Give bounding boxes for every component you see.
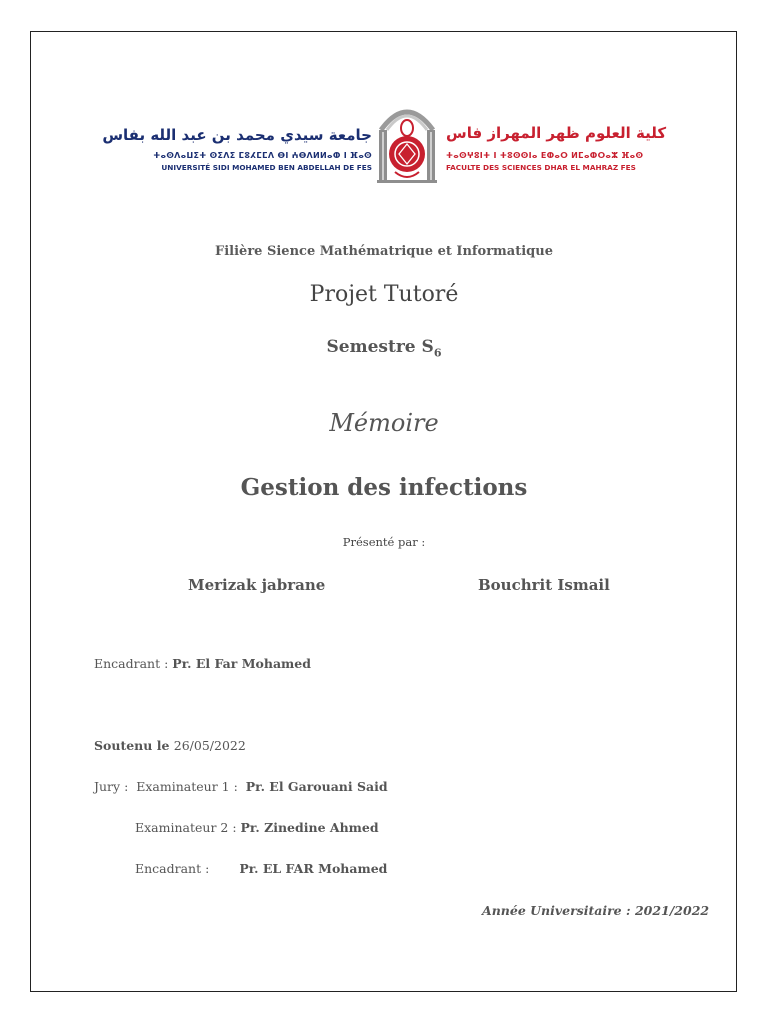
document-type: Mémoire <box>329 409 439 437</box>
supervisor-line <box>94 656 311 671</box>
supervisor-label: Encadrant : <box>94 656 173 671</box>
defense-date: 26/05/2022 <box>173 738 246 753</box>
jury-line-3 <box>135 861 387 876</box>
examiner-2-name: Pr. Zinedine Ahmed <box>240 820 379 835</box>
semester-label: Semestre S <box>326 337 434 357</box>
academic-year <box>482 903 709 918</box>
university-name-arabic: جامعة سيدي محمد بن عبد الله بفاس <box>102 126 372 144</box>
project-title: Projet Tutoré <box>309 282 459 307</box>
jury-line-2 <box>135 820 379 835</box>
faculty-name-arabic: كلية العلوم ظهر المهراز فاس <box>446 124 667 142</box>
semester-heading <box>0 337 768 359</box>
examiner-1-label: Examinateur 1 : <box>136 779 238 794</box>
filiere-heading: Filière Sience Mathématrique et Informatique <box>215 244 553 259</box>
jury-line-1 <box>94 779 388 794</box>
jury-supervisor-name: Pr. EL FAR Mohamed <box>239 861 388 876</box>
university-name-french: UNIVERSITÉ SIDI MOHAMED BEN ABDELLAH DE FES <box>161 163 372 172</box>
faculty-name-tifinagh: ⵜⴰⵙⵖⵓⵏⵜ ⵏ ⵜⵓⵙⵙⵏⴰ ⴹⵀⴰⵔ ⵍⵎⴰⵀⵔⴰⵣ ⴼⴰⵙ <box>446 151 644 160</box>
examiner-2-label: Examinateur 2 : <box>135 820 237 835</box>
supervisor-name: Pr. El Far Mohamed <box>172 656 311 671</box>
jury-label: Jury : <box>94 779 129 794</box>
academic-year-value: 2021/2022 <box>634 903 710 918</box>
faculty-name-french: FACULTE DES SCIENCES DHAR EL MAHRAZ FES <box>446 163 636 172</box>
academic-year-label: Année Universitaire : <box>482 903 635 918</box>
jury-supervisor-label: Encadrant : <box>135 861 210 876</box>
examiner-1-name: Pr. El Garouani Said <box>245 779 388 794</box>
author-2: Bouchrit Ismail <box>478 576 610 594</box>
subject-title: Gestion des infections <box>240 474 528 501</box>
author-1: Merizak jabrane <box>188 576 326 594</box>
defense-label: Soutenu le <box>94 738 174 753</box>
presented-by-label: Présenté par : <box>342 535 426 549</box>
university-emblem-icon <box>373 96 441 186</box>
defense-line <box>94 738 246 753</box>
university-name-tifinagh: ⵜⴰⵙⴷⴰⵡⵉⵜ ⵙⵉⴷⵉ ⵎⵓⵃⵎⵎⴷ ⴱⵏ ⵄⴱⴷⵍⵍⴰⵀ ⵏ ⴼⴰⵙ <box>153 151 372 160</box>
semester-number: 6 <box>433 346 442 360</box>
